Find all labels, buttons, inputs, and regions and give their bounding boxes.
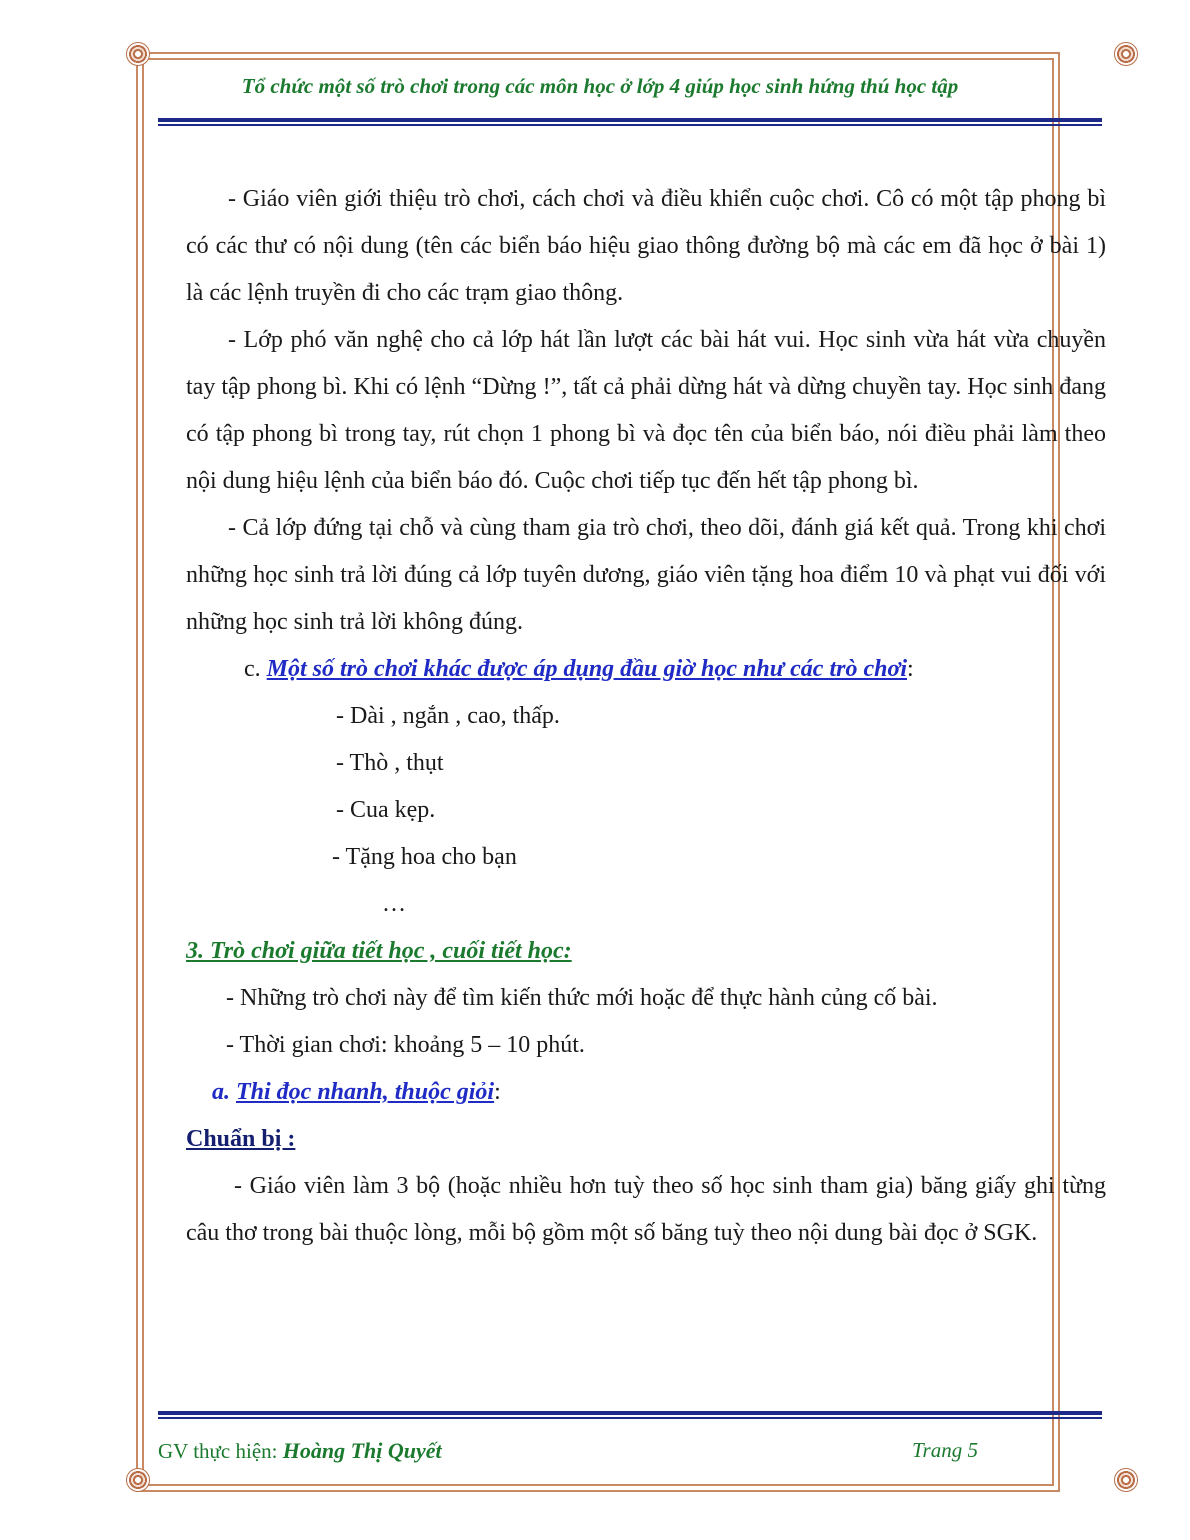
game-list-item: - Dài , ngắn , cao, thấp. xyxy=(336,703,560,729)
game-list-item: - Tặng hoa cho bạn xyxy=(332,844,517,870)
corner-ornament-icon xyxy=(1114,42,1138,66)
footer-author-label: GV thực hiện: xyxy=(158,1439,283,1463)
subsection-a-label: a. xyxy=(212,1079,236,1105)
section-3-duration: - Thời gian chơi: khoảng 5 – 10 phút. xyxy=(226,1032,585,1058)
subsection-c-title: Một số trò chơi khác được áp dụng đầu giờ học như các trò chơi xyxy=(266,656,907,682)
footer-rule xyxy=(158,1411,1102,1419)
preparation-heading xyxy=(186,1116,1106,1163)
paragraph-game-play: - Lớp phó văn nghệ cho cả lớp hát lần lượt các bài hát vui. Học sinh vừa hát vừa chuyền tay tập phong bì. Khi có lệnh “Dừng !”, tất cả phải dừng hát và dừng chuyền tay. Học sinh đang có tập phong bì trong tay, rút chọn 1 phong bì và đọc tên của biển báo, nói điều phải làm theo nội dung hiệu lệnh của biển báo đó. Cuộc chơi tiếp tục đến hết tập phong bì. xyxy=(186,327,1106,494)
paragraph-game-intro: - Giáo viên giới thiệu trò chơi, cách chơi và điều khiển cuộc chơi. Cô có một tập phong bì có các thư có nội dung (tên các biển báo hiệu giao thông đường bộ mà các em đã học ở bài 1) là các lệnh truyền đi cho các trạm giao thông. xyxy=(186,186,1106,306)
preparation-paragraph: - Giáo viên làm 3 bộ (hoặc nhiều hơn tuỳ theo số học sinh tham gia) băng giấy ghi từng câu thơ trong bài thuộc lòng, mỗi bộ gồm một số băng tuỳ theo nội dung bài đọc ở SGK. xyxy=(186,1173,1106,1246)
game-list-item: - Cua kẹp. xyxy=(336,797,436,823)
game-list-ellipsis: … xyxy=(382,891,406,917)
header-rule xyxy=(158,118,1102,126)
footer-page-number: Trang 5 xyxy=(912,1438,978,1462)
corner-ornament-icon xyxy=(1114,1468,1138,1492)
footer-author-name: Hoàng Thị Quyết xyxy=(282,1438,442,1463)
running-header-title: Tổ chức một số trò chơi trong các môn học ở lớp 4 giúp học sinh hứng thú học tập xyxy=(241,74,959,98)
subsection-c-heading xyxy=(186,646,1106,693)
section-3-heading xyxy=(186,928,1106,975)
page-footer xyxy=(158,1438,1102,1464)
section-3-purpose: - Những trò chơi này để tìm kiến thức mới hoặc để thực hành củng cố bài. xyxy=(226,985,938,1011)
paragraph-game-evaluation: - Cả lớp đứng tại chỗ và cùng tham gia trò chơi, theo dõi, đánh giá kết quả. Trong khi chơi những học sinh trả lời đúng cả lớp tuyên dương, giáo viên tặng hoa điểm 10 và phạt vui đối với những học sinh trả lời không đúng. xyxy=(186,515,1106,635)
game-list-item: - Thò , thụt xyxy=(336,750,444,776)
corner-ornament-icon xyxy=(126,1468,150,1492)
section-3-title: 3. Trò chơi giữa tiết học , cuối tiết học: xyxy=(186,938,572,964)
subsection-a-title: Thi đọc nhanh, thuộc giỏi xyxy=(236,1079,495,1105)
subsection-a-heading xyxy=(186,1069,1106,1116)
preparation-title: Chuẩn bị : xyxy=(186,1126,296,1152)
subsection-c-label: c. xyxy=(244,656,267,682)
page-content xyxy=(186,176,1106,1257)
subsection-c-colon: : xyxy=(907,656,914,682)
subsection-a-colon: : xyxy=(494,1079,501,1105)
corner-ornament-icon xyxy=(126,42,150,66)
